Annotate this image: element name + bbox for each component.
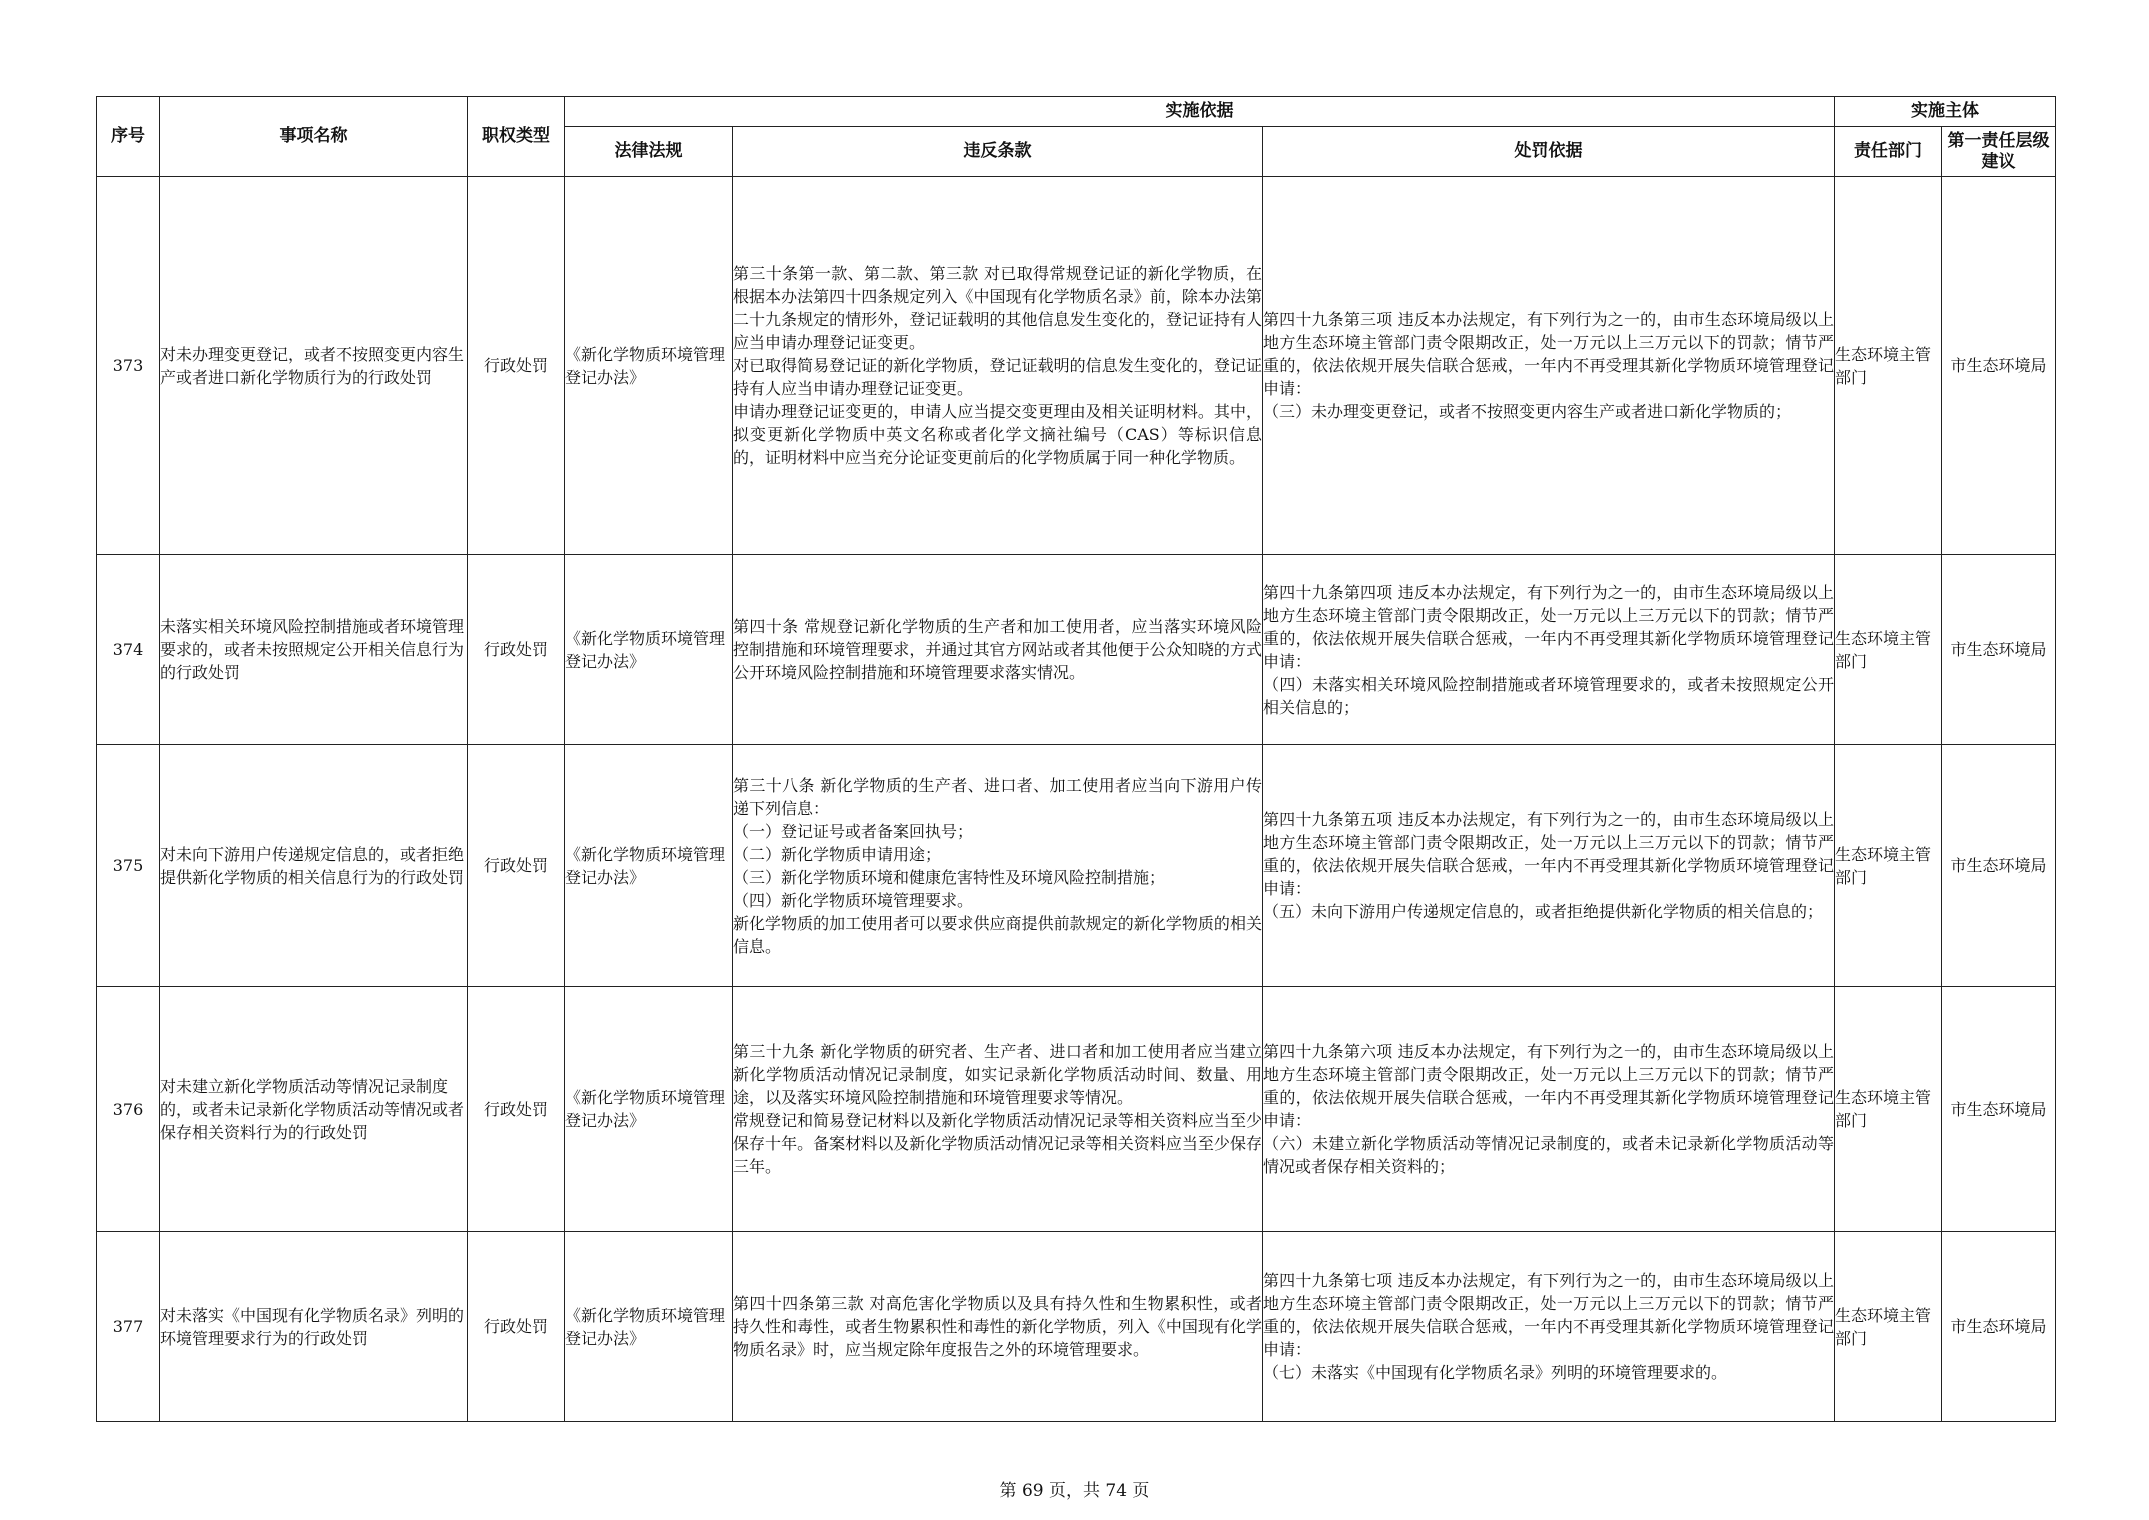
authority-type: 行政处罚 — [468, 745, 565, 987]
penalty-basis: 第四十九条第五项 违反本办法规定，有下列行为之一的，由市生态环境局级以上地方生态环境主管部门责令限期改正，处一万元以上三万元以下的罚款；情节严重的，依法依规开展失信联合惩戒，一年内不再受理其新化学物质环境管理登记申请： （五）未向下游用户传递规定信息的，或者拒绝提供新化学物质的相关信息的； — [1263, 745, 1835, 987]
authority-type: 行政处罚 — [468, 555, 565, 745]
item-name: 对未向下游用户传递规定信息的，或者拒绝提供新化学物质的相关信息行为的行政处罚 — [160, 745, 468, 987]
responsible-dept: 生态环境主管部门 — [1835, 1232, 1942, 1422]
row-number: 377 — [97, 1232, 160, 1422]
penalty-basis: 第四十九条第四项 违反本办法规定，有下列行为之一的，由市生态环境局级以上地方生态环境主管部门责令限期改正，处一万元以上三万元以下的罚款；情节严重的，依法依规开展失信联合惩戒，一年内不再受理其新化学物质环境管理登记申请： （四）未落实相关环境风险控制措施或者环境管理要求的，或者未按照规定公开相关信息的； — [1263, 555, 1835, 745]
table-row — [97, 1232, 2056, 1422]
violated-clause: 第三十条第一款、第二款、第三款 对已取得常规登记证的新化学物质，在根据本办法第四十四条规定列入《中国现有化学物质名录》前，除本办法第二十九条规定的情形外，登记证载明的其他信息发生变化的，登记证持有人应当申请办理登记证变更。 对已取得简易登记证的新化学物质，登记证载明的信息发生变化的，登记证持有人应当申请办理登记证变更。 申请办理登记证变更的，申请人应当提交变更理由及相关证明材料。其中，拟变更新化学物质中英文名称或者化学文摘社编号（CAS）等标识信息的，证明材料中应当充分论证变更前后的化学物质属于同一种化学物质。 — [733, 177, 1263, 555]
header-violation: 违反条款 — [733, 127, 1263, 177]
header-penalty: 处罚依据 — [1263, 127, 1835, 177]
penalty-basis: 第四十九条第七项 违反本办法规定，有下列行为之一的，由市生态环境局级以上地方生态环境主管部门责令限期改正，处一万元以上三万元以下的罚款；情节严重的，依法依规开展失信联合惩戒，一年内不再受理其新化学物质环境管理登记申请： （七）未落实《中国现有化学物质名录》列明的环境管理要求的。 — [1263, 1232, 1835, 1422]
header-no: 序号 — [97, 97, 160, 177]
row-number: 376 — [97, 987, 160, 1232]
header-dept: 责任部门 — [1835, 127, 1942, 177]
responsibility-level: 市生态环境局 — [1942, 987, 2056, 1232]
header-basis-group: 实施依据 — [565, 97, 1835, 127]
enforcement-table — [96, 96, 2056, 1422]
violated-clause: 第四十四条第三款 对高危害化学物质以及具有持久性和生物累积性，或者持久性和毒性，或者生物累积性和毒性的新化学物质，列入《中国现有化学物质名录》时，应当规定除年度报告之外的环境管理要求。 — [733, 1232, 1263, 1422]
item-name: 对未办理变更登记，或者不按照变更内容生产或者进口新化学物质行为的行政处罚 — [160, 177, 468, 555]
table-row — [97, 745, 2056, 987]
header-law: 法律法规 — [565, 127, 733, 177]
header-row-1 — [97, 97, 2056, 127]
header-subject-group: 实施主体 — [1835, 97, 2056, 127]
responsible-dept: 生态环境主管部门 — [1835, 745, 1942, 987]
row-number: 374 — [97, 555, 160, 745]
header-level: 第一责任层级建议 — [1942, 127, 2056, 177]
item-name: 对未落实《中国现有化学物质名录》列明的环境管理要求行为的行政处罚 — [160, 1232, 468, 1422]
authority-type: 行政处罚 — [468, 1232, 565, 1422]
violated-clause: 第三十九条 新化学物质的研究者、生产者、进口者和加工使用者应当建立新化学物质活动情况记录制度，如实记录新化学物质活动时间、数量、用途，以及落实环境风险控制措施和环境管理要求等情况。 常规登记和简易登记材料以及新化学物质活动情况记录等相关资料应当至少保存十年。备案材料以及新化学物质活动情况记录等相关资料应当至少保存三年。 — [733, 987, 1263, 1232]
item-name: 对未建立新化学物质活动等情况记录制度的，或者未记录新化学物质活动等情况或者保存相关资料行为的行政处罚 — [160, 987, 468, 1232]
item-name: 未落实相关环境风险控制措施或者环境管理要求的，或者未按照规定公开相关信息行为的行政处罚 — [160, 555, 468, 745]
header-type: 职权类型 — [468, 97, 565, 177]
header-name: 事项名称 — [160, 97, 468, 177]
row-number: 375 — [97, 745, 160, 987]
violated-clause: 第四十条 常规登记新化学物质的生产者和加工使用者，应当落实环境风险控制措施和环境管理要求，并通过其官方网站或者其他便于公众知晓的方式公开环境风险控制措施和环境管理要求落实情况。 — [733, 555, 1263, 745]
responsibility-level: 市生态环境局 — [1942, 745, 2056, 987]
table-row — [97, 177, 2056, 555]
penalty-basis: 第四十九条第三项 违反本办法规定，有下列行为之一的，由市生态环境局级以上地方生态环境主管部门责令限期改正，处一万元以上三万元以下的罚款；情节严重的，依法依规开展失信联合惩戒，一年内不再受理其新化学物质环境管理登记申请： （三）未办理变更登记，或者不按照变更内容生产或者进口新化学物质的； — [1263, 177, 1835, 555]
law-name: 《新化学物质环境管理登记办法》 — [565, 745, 733, 987]
responsible-dept: 生态环境主管部门 — [1835, 177, 1942, 555]
law-name: 《新化学物质环境管理登记办法》 — [565, 177, 733, 555]
responsible-dept: 生态环境主管部门 — [1835, 555, 1942, 745]
page-footer: 第 69 页，共 74 页 — [999, 1481, 1150, 1501]
authority-type: 行政处罚 — [468, 177, 565, 555]
table-row — [97, 987, 2056, 1232]
row-number: 373 — [97, 177, 160, 555]
law-name: 《新化学物质环境管理登记办法》 — [565, 987, 733, 1232]
authority-type: 行政处罚 — [468, 987, 565, 1232]
violated-clause: 第三十八条 新化学物质的生产者、进口者、加工使用者应当向下游用户传递下列信息： （一）登记证号或者备案回执号； （二）新化学物质申请用途； （三）新化学物质环境和健康危害特性及环境风险控制措施； （四）新化学物质环境管理要求。 新化学物质的加工使用者可以要求供应商提供前款规定的新化学物质的相关信息。 — [733, 745, 1263, 987]
responsibility-level: 市生态环境局 — [1942, 1232, 2056, 1422]
responsibility-level: 市生态环境局 — [1942, 177, 2056, 555]
table-row — [97, 555, 2056, 745]
responsible-dept: 生态环境主管部门 — [1835, 987, 1942, 1232]
penalty-basis: 第四十九条第六项 违反本办法规定，有下列行为之一的，由市生态环境局级以上地方生态环境主管部门责令限期改正，处一万元以上三万元以下的罚款；情节严重的，依法依规开展失信联合惩戒，一年内不再受理其新化学物质环境管理登记申请： （六）未建立新化学物质活动等情况记录制度的，或者未记录新化学物质活动等情况或者保存相关资料的； — [1263, 987, 1835, 1232]
law-name: 《新化学物质环境管理登记办法》 — [565, 1232, 733, 1422]
responsibility-level: 市生态环境局 — [1942, 555, 2056, 745]
law-name: 《新化学物质环境管理登记办法》 — [565, 555, 733, 745]
